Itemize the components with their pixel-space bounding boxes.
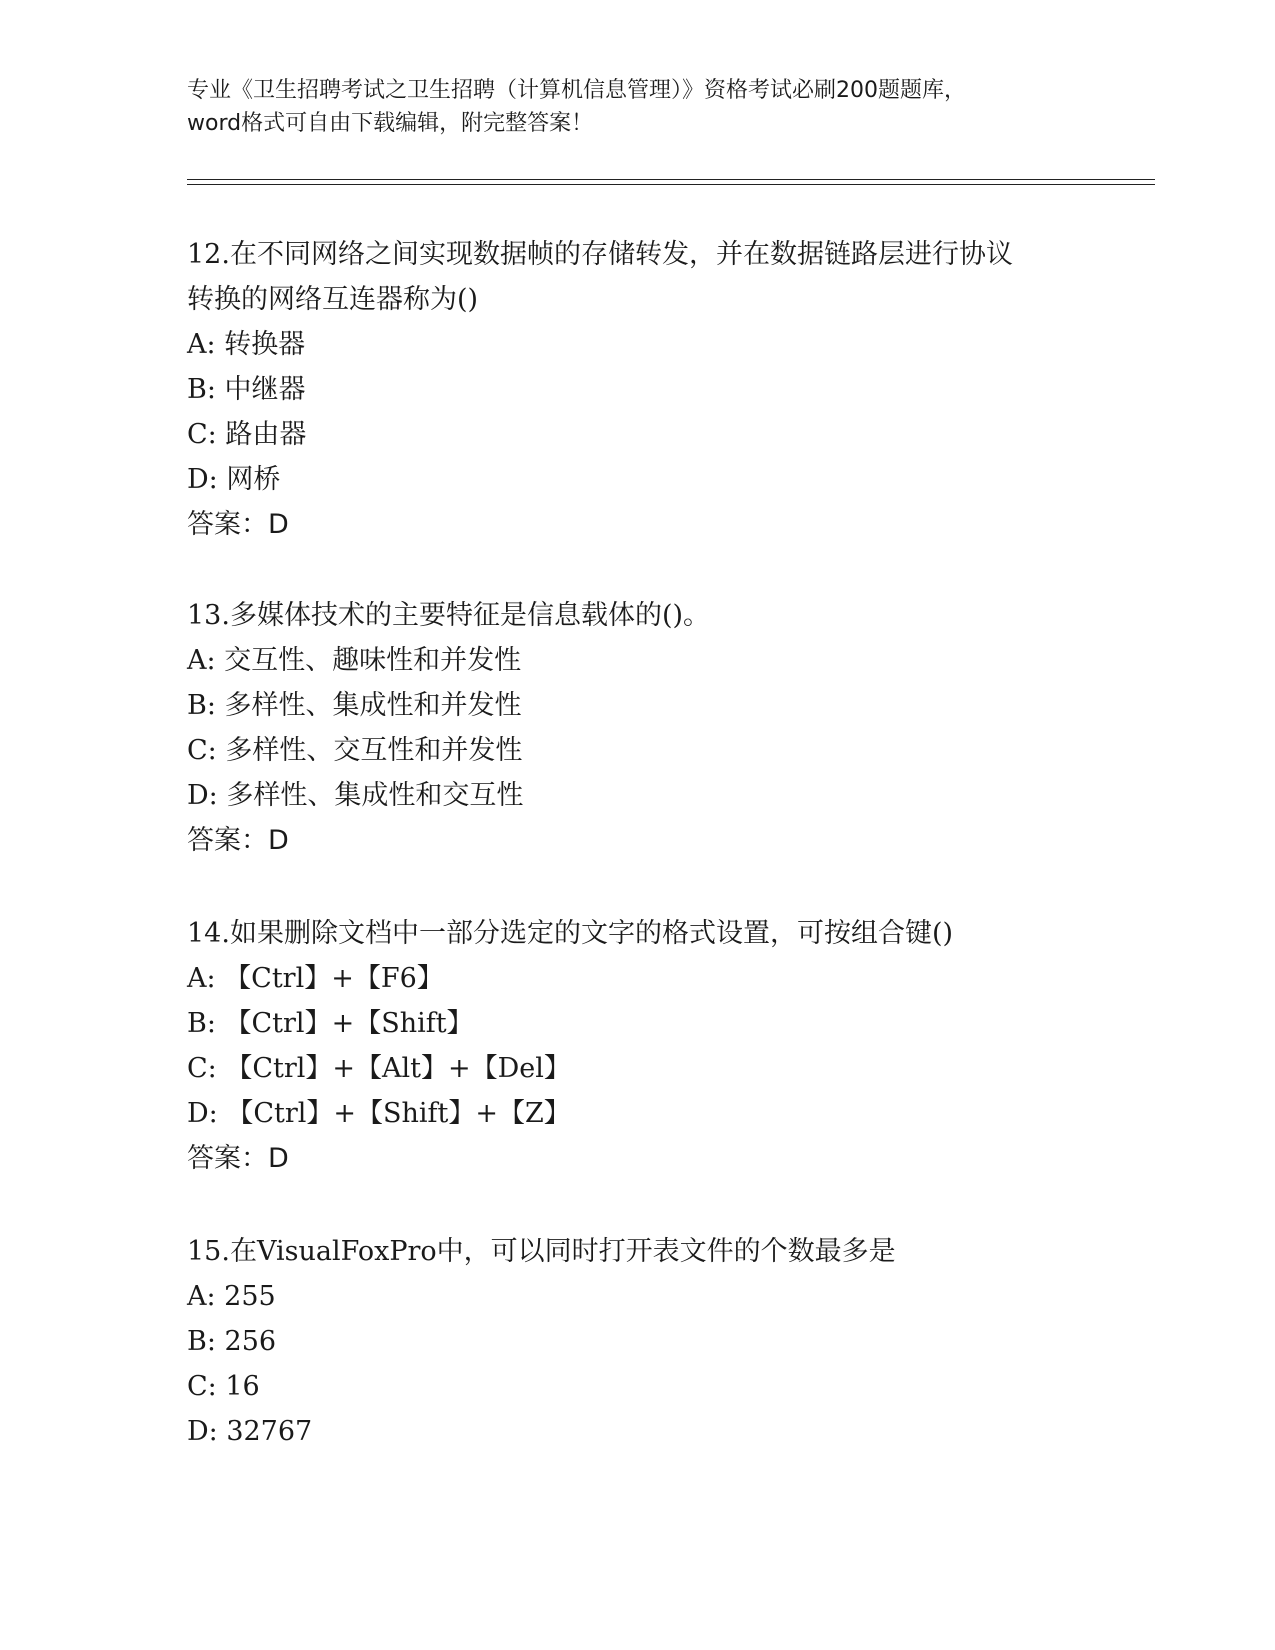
option-d: D: 【Ctrl】+【Shift】+【Z】: [187, 1098, 571, 1129]
document-header: [187, 74, 1087, 140]
question-stem: 13.多媒体技术的主要特征是信息载体的()。: [187, 600, 711, 631]
answer: 答案：D: [187, 509, 289, 540]
header-line-2: word格式可自由下载编辑，附完整答案！: [187, 111, 594, 136]
option-d: D: 网桥: [187, 464, 281, 495]
question-stem: 12.在不同网络之间实现数据帧的存储转发，并在数据链路层进行协议: [187, 239, 1013, 270]
question-stem: 14.如果删除文档中一部分选定的文字的格式设置，可按组合键(): [187, 918, 954, 949]
header-divider-top: [187, 179, 1155, 180]
question-14: [187, 911, 1087, 1181]
question-12: [187, 232, 1087, 547]
option-c: C: 【Ctrl】+【Alt】+【Del】: [187, 1053, 571, 1084]
option-c: C: 多样性、交互性和并发性: [187, 735, 523, 766]
question-stem: 15.在VisualFoxPro中，可以同时打开表文件的个数最多是: [187, 1236, 896, 1267]
header-line-1: 专业《卫生招聘考试之卫生招聘（计算机信息管理）》资格考试必刷200题题库，: [187, 78, 966, 103]
question-stem-continued: 转换的网络互连器称为(): [187, 284, 479, 315]
option-b: B: 多样性、集成性和并发性: [187, 690, 522, 721]
option-c: C: 16: [187, 1371, 260, 1402]
answer: 答案：D: [187, 1143, 289, 1174]
answer: 答案：D: [187, 825, 289, 856]
option-a: A: 【Ctrl】+【F6】: [187, 963, 444, 994]
option-a: A: 交互性、趣味性和并发性: [187, 645, 522, 676]
option-b: B: 中继器: [187, 374, 306, 405]
option-d: D: 32767: [187, 1416, 313, 1447]
header-divider-bottom: [187, 184, 1155, 185]
option-d: D: 多样性、集成性和交互性: [187, 780, 524, 811]
option-b: B: 256: [187, 1326, 277, 1357]
option-b: B: 【Ctrl】+【Shift】: [187, 1008, 474, 1039]
option-a: A: 转换器: [187, 329, 306, 360]
question-15: [187, 1229, 1087, 1454]
option-a: A: 255: [187, 1281, 276, 1312]
option-c: C: 路由器: [187, 419, 307, 450]
question-13: [187, 593, 1087, 863]
